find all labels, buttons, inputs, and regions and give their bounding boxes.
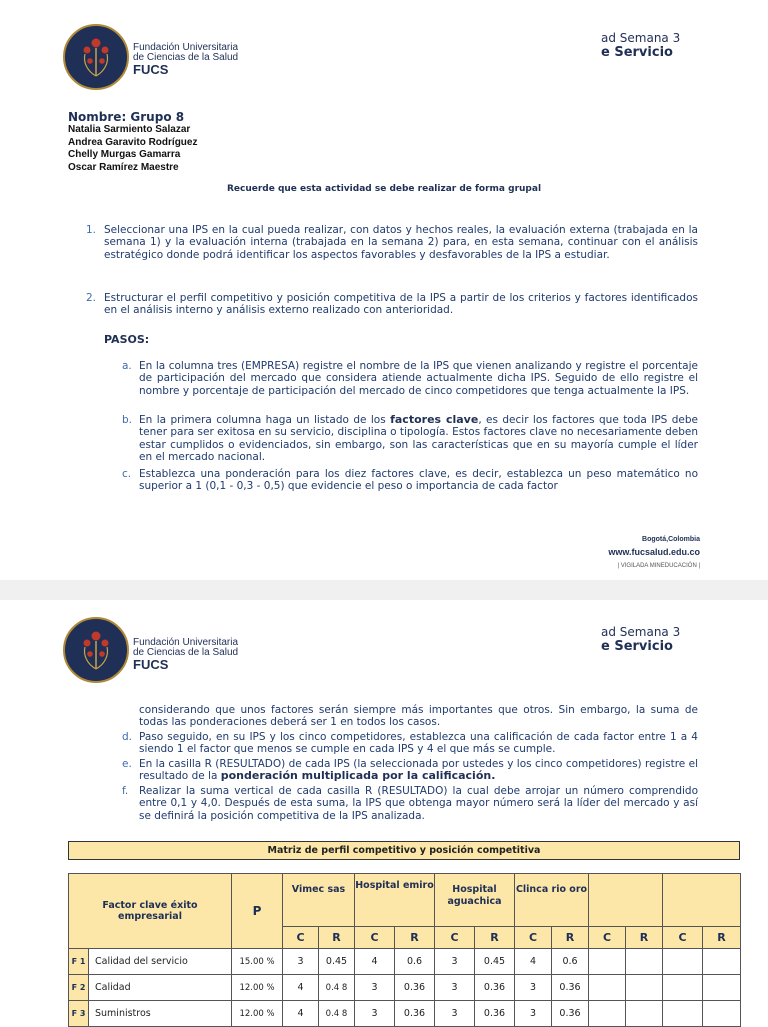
score-cell[interactable]: 4: [515, 949, 552, 975]
result-cell[interactable]: 0.4 8: [319, 1001, 355, 1027]
group-title: Nombre: Grupo 8: [68, 110, 185, 124]
step-c-continued: considerando que unos factores serán siempre más importantes que otros. Sin embargo, la suma de todas las ponderaciones deberá ser 1 en todos los casos.: [139, 704, 698, 729]
result-cell[interactable]: 0.6: [395, 949, 435, 975]
step-e: e. En la casilla R (RESULTADO) de cada IPS (la seleccionada por ustedes y los cinco competidores) registre el resultado de la ponderación multiplicada por la calificación.: [122, 758, 698, 783]
result-cell[interactable]: [703, 975, 741, 1001]
header-right-text: ad Semana 3 e Servicio: [601, 625, 681, 654]
step-b: b. En la primera columna haga un listado de los factores clave, es decir los factores que toda IPS debe tener para ser exitosa en su servicio, disciplina o tipología. Estos factores clave no necesariamente deben estar cumplidos o evidenciados, sin embargo, son las características que en su mayoría cumple el líder en el mercado nacional.: [122, 413, 698, 463]
fucs-logo-icon: [63, 24, 129, 90]
factor-id: F 3: [69, 1001, 89, 1027]
c-header: C: [515, 927, 552, 949]
factor-header: Factor clave éxito empresarial: [69, 874, 232, 949]
score-cell[interactable]: [663, 949, 703, 975]
institution-name: Fundación Universitaria de Ciencias de la Salud FUCS: [133, 637, 239, 672]
member-name: Chelly Murgas Gamarra: [68, 149, 181, 160]
result-cell[interactable]: 0.45: [475, 949, 515, 975]
factor-id: F 1: [69, 949, 89, 975]
score-cell[interactable]: 4: [283, 1001, 319, 1027]
institution-name: Fundación Universitaria de Ciencias de la Salud FUCS: [133, 42, 239, 77]
c-header: C: [355, 927, 395, 949]
r-header: R: [703, 927, 741, 949]
result-cell[interactable]: 0.36: [395, 1001, 435, 1027]
score-cell[interactable]: 3: [435, 949, 475, 975]
factor-name[interactable]: Calidad: [89, 975, 232, 1001]
r-header: R: [395, 927, 435, 949]
result-cell[interactable]: 0.45: [319, 949, 355, 975]
weight-cell[interactable]: 12.00 %: [232, 1001, 283, 1027]
weight-cell[interactable]: 12.00 %: [232, 975, 283, 1001]
result-cell[interactable]: [703, 949, 741, 975]
table-row: [69, 975, 741, 1001]
score-cell[interactable]: 3: [355, 975, 395, 1001]
result-cell[interactable]: 0.36: [475, 1001, 515, 1027]
step-d: d. Paso seguido, en su IPS y los cinco competidores, establezca una calificación de cada factor entre 1 a 4 siendo 1 el factor que menos se cumple en cada IPS y 4 el que más se cumple.: [122, 731, 698, 756]
table-row: [69, 949, 741, 975]
table-caption: Matriz de perfil competitivo y posición competitiva: [68, 841, 740, 860]
score-cell[interactable]: [589, 1001, 626, 1027]
score-cell[interactable]: 3: [515, 1001, 552, 1027]
group-block: [68, 110, 197, 174]
result-cell[interactable]: [626, 975, 663, 1001]
page-separator: [0, 580, 768, 600]
company-header: Hospital aguachica: [435, 874, 515, 927]
p-header: P: [232, 874, 283, 949]
score-cell[interactable]: 3: [435, 975, 475, 1001]
result-cell[interactable]: [703, 1001, 741, 1027]
member-name: Andrea Garavito Rodríguez: [68, 136, 198, 148]
score-cell[interactable]: 3: [515, 975, 552, 1001]
score-cell[interactable]: [663, 1001, 703, 1027]
fucs-logo-icon: [63, 617, 129, 683]
step-a: a. En la columna tres (EMPRESA) registre el nombre de la IPS que vienen analizando y registre el porcentaje de participación del mercado que considera atiende actualmente dicha IPS. Seguido de ello registre el nombre y porcentaje de participación del mercado de cinco competidores que tenga actualmente la IPS.: [122, 360, 698, 397]
competitive-profile-matrix: [68, 873, 741, 1027]
score-cell[interactable]: 3: [283, 949, 319, 975]
c-header: C: [283, 927, 319, 949]
footer-city: Bogotá,Colombia: [642, 536, 700, 543]
score-cell[interactable]: 3: [355, 1001, 395, 1027]
instruction-item-2: 2. Estructurar el perfil competitivo y posición competitiva de la IPS a partir de los criterios y factores identificados en el análisis interno y análisis externo realizado con anterioridad.: [86, 292, 698, 317]
result-cell[interactable]: [626, 1001, 663, 1027]
step-f: f. Realizar la suma vertical de cada casilla R (RESULTADO) la cual debe arrojar un número comprendido entre 0,1 y 4,0. Después de esta suma, la IPS que obtenga mayor número será la líder del mercado y así se definirá la posición competitiva de la IPS analizada.: [122, 785, 698, 822]
member-name: Natalia Sarmiento Salazar: [68, 124, 191, 135]
result-cell[interactable]: 0.36: [552, 975, 589, 1001]
instruction-item-1: 1. Seleccionar una IPS en la cual pueda realizar, con datos y hechos reales, la evaluación externa (trabajada en la semana 1) y la evaluación interna (trabajada en la semana 2) para, en esta semana, continuar con el análisis estratégico donde podrá identificar los aspectos favorables y desfavorables de la IPS a estudiar.: [86, 224, 698, 261]
weight-cell[interactable]: 15.00 %: [232, 949, 283, 975]
c-header: C: [663, 927, 703, 949]
member-name: Oscar Ramírez Maestre: [68, 161, 179, 173]
company-header: Clinca rio oro: [515, 874, 589, 927]
pasos-label: PASOS:: [104, 333, 150, 346]
c-header: C: [435, 927, 475, 949]
result-cell[interactable]: 0.36: [395, 975, 435, 1001]
score-cell[interactable]: 4: [355, 949, 395, 975]
score-cell[interactable]: [589, 949, 626, 975]
header-right-text: ad Semana 3 e Servicio: [601, 31, 681, 60]
score-cell[interactable]: [663, 975, 703, 1001]
result-cell[interactable]: 0.36: [475, 975, 515, 1001]
result-cell[interactable]: 0.36: [552, 1001, 589, 1027]
footer-vigilada: | VIGILADA MINEDUCACIÓN |: [617, 563, 700, 569]
score-cell[interactable]: 4: [283, 975, 319, 1001]
result-cell[interactable]: [626, 949, 663, 975]
company-header: [663, 874, 741, 927]
score-cell[interactable]: [589, 975, 626, 1001]
result-cell[interactable]: 0.4 8: [319, 975, 355, 1001]
r-header: R: [552, 927, 589, 949]
r-header: R: [626, 927, 663, 949]
company-header: [589, 874, 663, 927]
factor-name[interactable]: Calidad del servicio: [89, 949, 232, 975]
factor-name[interactable]: Suministros: [89, 1001, 232, 1027]
score-cell[interactable]: 3: [435, 1001, 475, 1027]
group-note: Recuerde que esta actividad se debe realizar de forma grupal: [226, 184, 542, 194]
company-header: Hospital emiro: [355, 874, 435, 927]
c-header: C: [589, 927, 626, 949]
result-cell[interactable]: 0.6: [552, 949, 589, 975]
footer-website[interactable]: www.fucsalud.edu.co: [608, 547, 700, 557]
r-header: R: [319, 927, 355, 949]
company-header: Vimec sas: [283, 874, 355, 927]
table-row: [69, 1001, 741, 1027]
r-header: R: [475, 927, 515, 949]
step-c: c. Establezca una ponderación para los diez factores clave, es decir, establezca un peso matemático no superior a 1 (0,1 - 0,3 - 0,5) que evidencie el peso o importancia de cada factor: [122, 468, 698, 493]
factor-id: F 2: [69, 975, 89, 1001]
